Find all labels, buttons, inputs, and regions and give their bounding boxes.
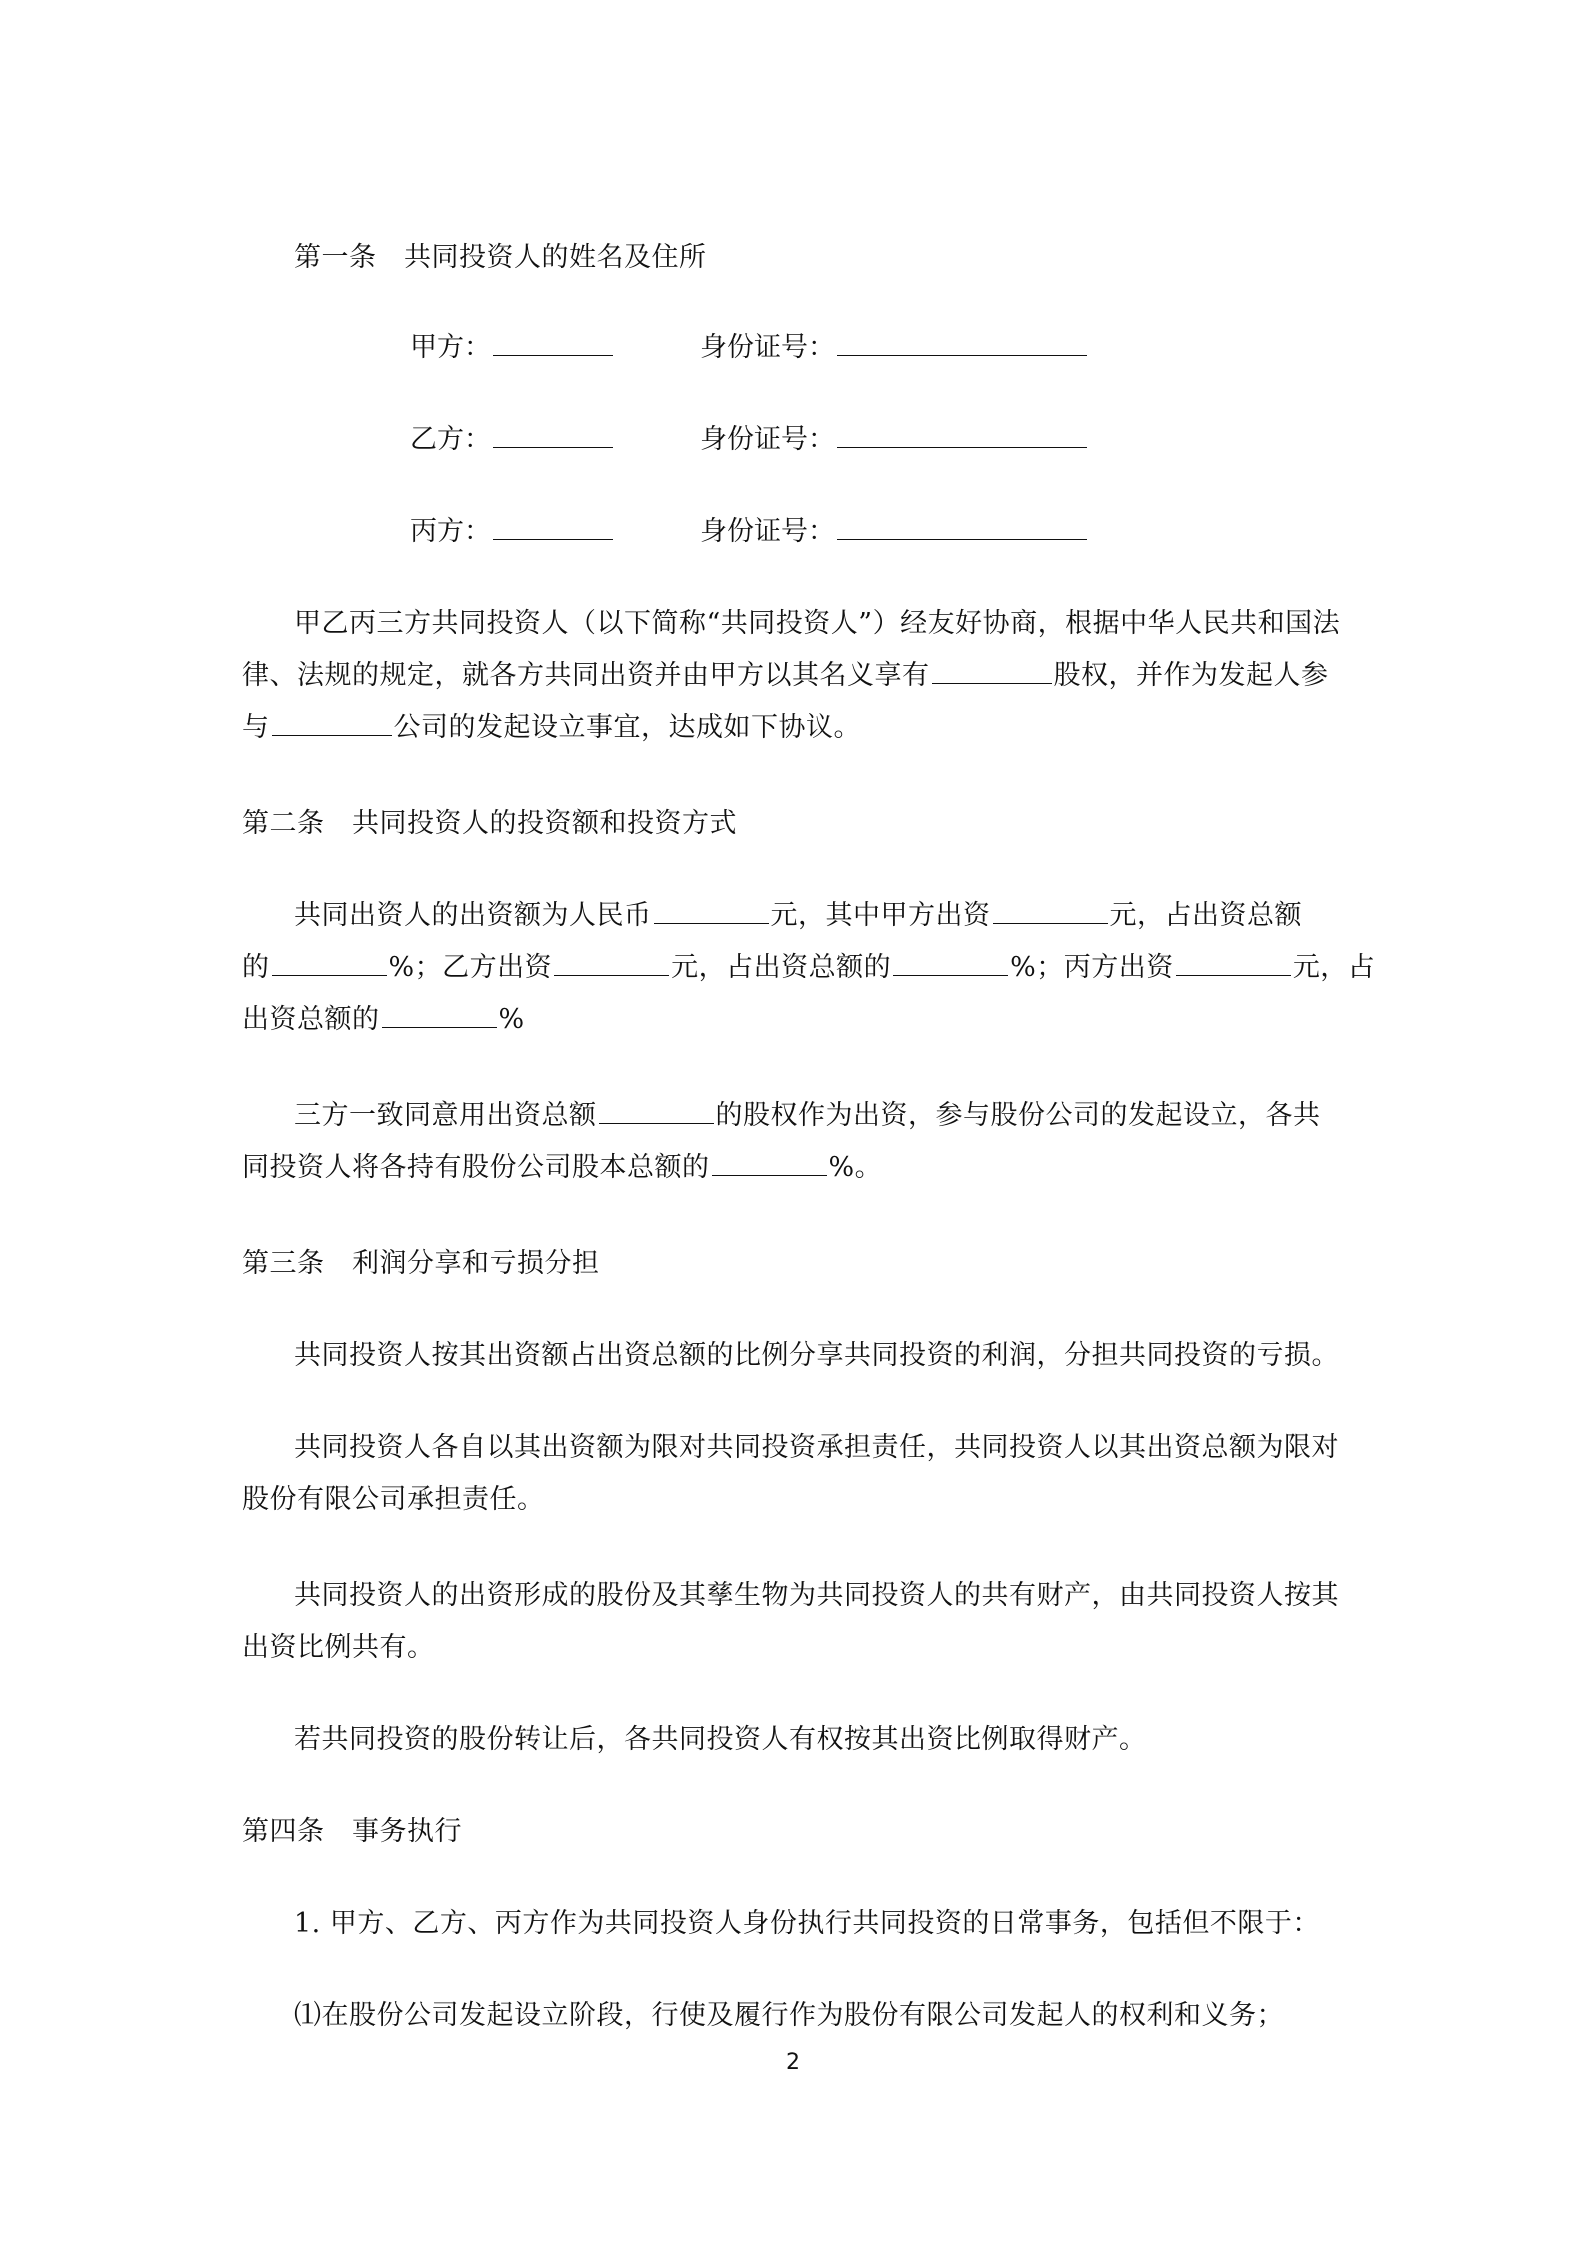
party-c-label: 丙方： (410, 516, 491, 547)
party-b-id-label: 身份证号： (700, 424, 835, 455)
party-b-id-blank[interactable] (837, 423, 1087, 448)
equity-blank[interactable] (932, 659, 1052, 684)
party-a-id-label: 身份证号： (700, 332, 835, 363)
total-amount-blank[interactable] (654, 899, 769, 924)
article-3-p3-line-2: 出资比例共有。 (242, 1632, 435, 1663)
party-c-id-blank[interactable] (837, 515, 1087, 540)
article-2-p1-line-2: 的 %；乙方出资 元，占出资总额的 %；丙方出资 元，占 (242, 952, 1376, 983)
article-3-p2-line-2: 股份有限公司承担责任。 (242, 1484, 545, 1515)
article-2-heading: 第二条 共同投资人的投资额和投资方式 (242, 808, 737, 839)
article-3-p2-line-1: 共同投资人各自以其出资额为限对共同投资承担责任，共同投资人以其出资总额为限对 (294, 1432, 1339, 1463)
article-1-para-line-2: 律、法规的规定，就各方共同出资并由甲方以其名义享有 股权，并作为发起人参 (242, 660, 1329, 691)
party-c-name-blank[interactable] (493, 515, 613, 540)
party-c-id-label: 身份证号： (700, 516, 835, 547)
party-a-amount-blank[interactable] (993, 899, 1108, 924)
party-a-label: 甲方： (410, 332, 491, 363)
article-3-p4: 若共同投资的股份转让后，各共同投资人有权按其出资比例取得财产。 (294, 1724, 1147, 1755)
article-2-p2-line-1: 三方一致同意用出资总额 的股权作为出资，参与股份公司的发起设立，各共 (294, 1100, 1321, 1131)
article-2-p2-line-2: 同投资人将各持有股份公司股本总额的 %。 (242, 1152, 883, 1183)
party-a-id-blank[interactable] (837, 331, 1087, 356)
article-4-item-1-1: ⑴在股份公司发起设立阶段，行使及履行作为股份有限公司发起人的权利和义务； (294, 2000, 1284, 2031)
party-b-percent-blank[interactable] (893, 951, 1008, 976)
total-equity-blank[interactable] (599, 1099, 714, 1124)
page-number: 2 (786, 2050, 800, 2075)
article-2-p1-line-1: 共同出资人的出资额为人民币 元，其中甲方出资 元，占出资总额 (294, 900, 1302, 931)
party-c-amount-blank[interactable] (1176, 951, 1291, 976)
article-3-heading: 第三条 利润分享和亏损分担 (242, 1248, 600, 1279)
company-name-blank[interactable] (272, 711, 392, 736)
article-3-p1: 共同投资人按其出资额占出资总额的比例分享共同投资的利润，分担共同投资的亏损。 (294, 1340, 1339, 1371)
party-b-amount-blank[interactable] (554, 951, 669, 976)
party-b-name-blank[interactable] (493, 423, 613, 448)
article-4-heading: 第四条 事务执行 (242, 1816, 462, 1847)
article-1-heading: 第一条 共同投资人的姓名及住所 (294, 242, 707, 273)
article-3-p3-line-1: 共同投资人的出资形成的股份及其孳生物为共同投资人的共有财产，由共同投资人按其 (294, 1580, 1339, 1611)
article-1-para-line-3: 与 公司的发起设立事宜，达成如下协议。 (242, 712, 861, 743)
article-1-para-line-1: 甲乙丙三方共同投资人（以下简称“共同投资人”）经友好协商，根据中华人民共和国法 (294, 608, 1341, 639)
share-capital-percent-blank[interactable] (712, 1151, 827, 1176)
article-4-item-1: 1. 甲方、乙方、丙方作为共同投资人身份执行共同投资的日常事务，包括但不限于： (294, 1908, 1320, 1939)
party-c-percent-blank[interactable] (382, 1003, 497, 1028)
party-a-percent-blank[interactable] (272, 951, 387, 976)
article-2-p1-line-3: 出资总额的 % (242, 1004, 525, 1035)
party-b-label: 乙方： (410, 424, 491, 455)
party-a-name-blank[interactable] (493, 331, 613, 356)
